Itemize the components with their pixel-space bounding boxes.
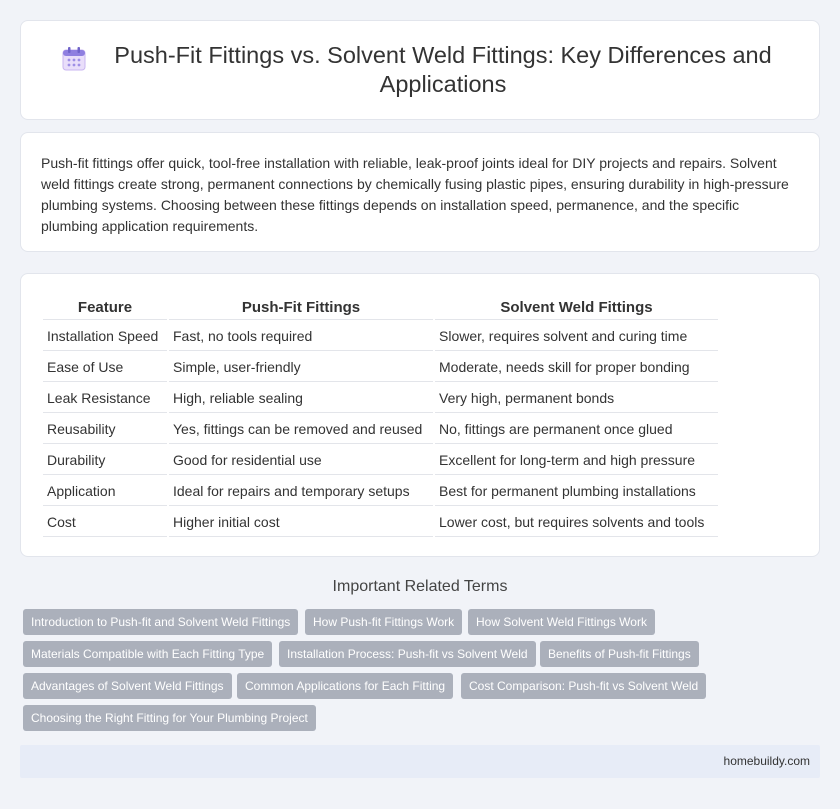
table-cell: Yes, fittings can be removed and reused bbox=[169, 415, 433, 444]
table-header-row bbox=[43, 296, 718, 320]
related-term-tag[interactable]: Installation Process: Push-fit vs Solvent Weld bbox=[279, 641, 536, 667]
column-header-solvent-weld: Solvent Weld Fittings bbox=[435, 296, 718, 320]
table-row bbox=[43, 477, 718, 506]
table-row bbox=[43, 384, 718, 413]
table-cell: Good for residential use bbox=[169, 446, 433, 475]
table-cell: Fast, no tools required bbox=[169, 322, 433, 351]
related-term-tag[interactable]: Benefits of Push-fit Fittings bbox=[540, 641, 699, 667]
table-cell: Simple, user-friendly bbox=[169, 353, 433, 382]
table-row bbox=[43, 446, 718, 475]
related-term-tag[interactable]: How Solvent Weld Fittings Work bbox=[468, 609, 655, 635]
table-cell: Moderate, needs skill for proper bonding bbox=[435, 353, 718, 382]
table-cell: Reusability bbox=[43, 415, 167, 444]
related-term-tag[interactable]: Common Applications for Each Fitting bbox=[237, 673, 453, 699]
table-cell: Higher initial cost bbox=[169, 508, 433, 537]
comparison-card bbox=[20, 273, 820, 557]
comparison-table bbox=[41, 294, 720, 539]
table-cell: High, reliable sealing bbox=[169, 384, 433, 413]
footer bbox=[20, 745, 820, 778]
table-cell: Durability bbox=[43, 446, 167, 475]
calendar-icon bbox=[60, 45, 88, 73]
related-term-tag[interactable]: Materials Compatible with Each Fitting Type bbox=[23, 641, 272, 667]
site-name[interactable]: homebuildy.com bbox=[723, 754, 810, 768]
related-terms-title: Important Related Terms bbox=[332, 578, 508, 595]
table-cell: Best for permanent plumbing installations bbox=[435, 477, 718, 506]
table-cell: Very high, permanent bonds bbox=[435, 384, 718, 413]
table-cell: Leak Resistance bbox=[43, 384, 167, 413]
table-row bbox=[43, 415, 718, 444]
table-cell: Excellent for long-term and high pressure bbox=[435, 446, 718, 475]
table-cell: Slower, requires solvent and curing time bbox=[435, 322, 718, 351]
page-title: Push-Fit Fittings vs. Solvent Weld Fittings: Key Differences and Applications bbox=[114, 42, 772, 97]
table-cell: Application bbox=[43, 477, 167, 506]
table-cell: No, fittings are permanent once glued bbox=[435, 415, 718, 444]
table-cell: Ideal for repairs and temporary setups bbox=[169, 477, 433, 506]
table-cell: Cost bbox=[43, 508, 167, 537]
table-cell: Ease of Use bbox=[43, 353, 167, 382]
table-row bbox=[43, 508, 718, 537]
table-row bbox=[43, 353, 718, 382]
related-term-tag[interactable]: Choosing the Right Fitting for Your Plumbing Project bbox=[23, 705, 316, 731]
table-cell: Lower cost, but requires solvents and tools bbox=[435, 508, 718, 537]
related-term-tag[interactable]: Cost Comparison: Push-fit vs Solvent Weld bbox=[461, 673, 706, 699]
related-term-tag[interactable]: Introduction to Push-fit and Solvent Weld Fittings bbox=[23, 609, 298, 635]
column-header-feature: Feature bbox=[43, 296, 167, 320]
intro-text: Push-fit fittings offer quick, tool-free installation with reliable, leak-proof joints ideal for DIY projects and repairs. Solvent weld fittings create strong, permanent connections by chemically fusing plastic pipes, ensuring durability in high-pressure plumbing systems. Choosing between these fittings depends on installation speed, permanence, and the specific plumbing application requirements. bbox=[41, 155, 789, 234]
header-card bbox=[20, 20, 820, 120]
table-row bbox=[43, 322, 718, 351]
table-cell: Installation Speed bbox=[43, 322, 167, 351]
intro-card bbox=[20, 132, 820, 252]
related-term-tag[interactable]: Advantages of Solvent Weld Fittings bbox=[23, 673, 232, 699]
column-header-push-fit: Push-Fit Fittings bbox=[169, 296, 433, 320]
related-term-tag[interactable]: How Push-fit Fittings Work bbox=[305, 609, 462, 635]
